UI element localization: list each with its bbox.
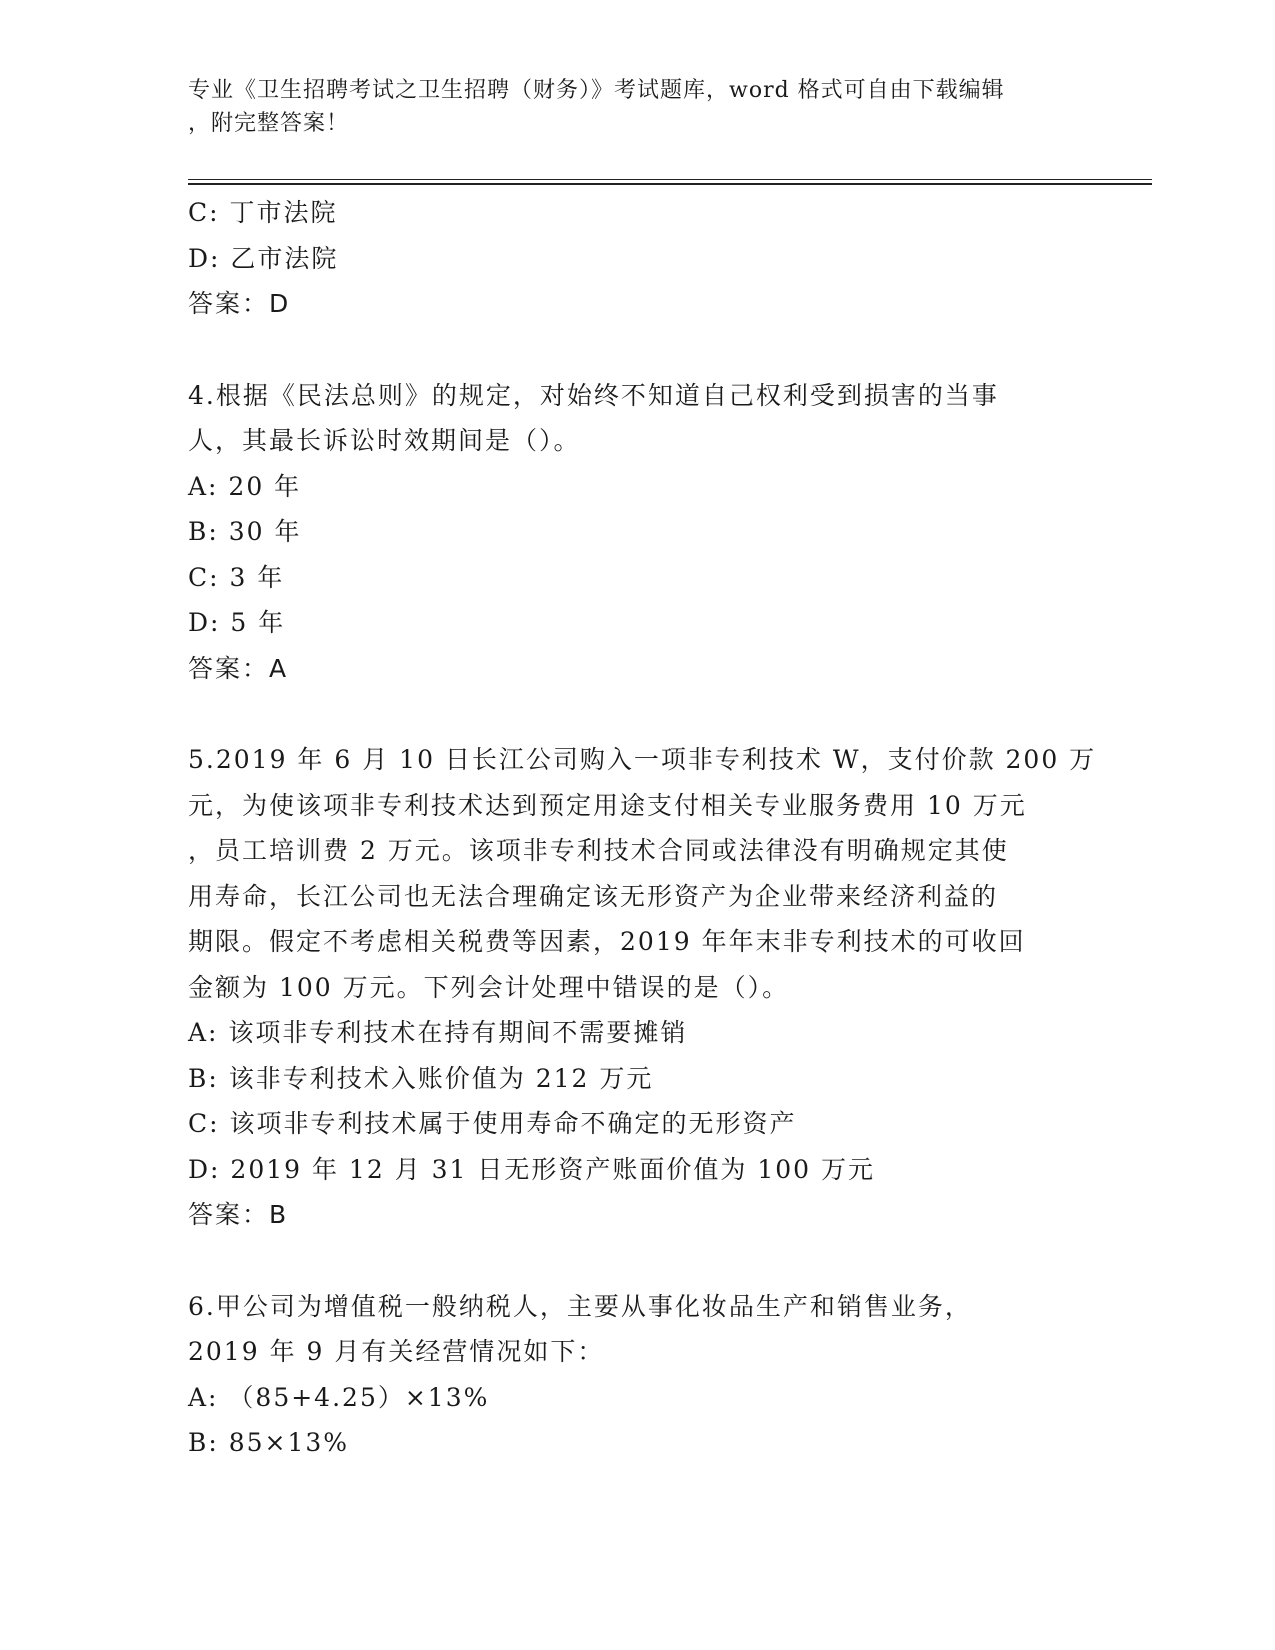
spacer xyxy=(188,327,1068,373)
answer: 答案：B xyxy=(188,1200,289,1229)
header-line: ，附完整答案！ xyxy=(188,111,350,136)
question-stem: 用寿命，长江公司也无法合理确定该无形资产为企业带来经济利益的 xyxy=(188,881,999,911)
option-b: B: 该非专利技术入账价值为 212 万元 xyxy=(188,1063,654,1093)
question-stem: 2019 年 9 月有关经营情况如下： xyxy=(188,1337,605,1366)
spacer xyxy=(188,1238,1068,1284)
question-stem: 元，为使该项非专利技术达到预定用途支付相关专业服务费用 10 万元 xyxy=(188,790,1027,820)
question-stem: ，员工培训费 2 万元。该项非专利技术合同或法律没有明确规定其使 xyxy=(188,836,1009,865)
question-stem: 4.根据《民法总则》的规定，对始终不知道自己权利受到损害的当事 xyxy=(188,380,999,410)
document-body xyxy=(188,190,1097,1466)
option-c: C: 丁市法院 xyxy=(188,198,338,227)
option-b: B: 85×13% xyxy=(188,1428,350,1457)
question-stem: 6.甲公司为增值税一般纳税人，主要从事化妆品生产和销售业务， xyxy=(188,1291,972,1321)
option-d: D: 5 年 xyxy=(188,608,286,637)
header-divider xyxy=(188,179,1152,180)
option-c: C: 该项非专利技术属于使用寿命不确定的无形资产 xyxy=(188,1109,797,1138)
option-d: D: 乙市法院 xyxy=(188,243,339,273)
question-stem: 金额为 100 万元。下列会计处理中错误的是（）。 xyxy=(188,972,790,1002)
option-a: A: 20 年 xyxy=(188,471,302,501)
option-a: A: （85+4.25）×13% xyxy=(188,1382,490,1412)
question-stem: 人，其最长诉讼时效期间是（）。 xyxy=(188,426,581,455)
header-divider xyxy=(188,183,1152,185)
option-d: D: 2019 年 12 月 31 日无形资产账面价值为 100 万元 xyxy=(188,1154,876,1184)
question-6 xyxy=(188,1284,1068,1466)
question-3 xyxy=(188,190,1068,327)
option-b: B: 30 年 xyxy=(188,517,302,546)
answer: 答案：A xyxy=(188,653,289,683)
option-c: C: 3 年 xyxy=(188,562,285,592)
question-stem: 5.2019 年 6 月 10 日长江公司购入一项非专利技术 W，支付价款 200 万 xyxy=(188,745,1097,774)
spacer xyxy=(188,691,1068,737)
document-header xyxy=(188,74,1068,140)
option-a: A: 该项非专利技术在持有期间不需要摊销 xyxy=(188,1018,688,1047)
question-stem: 期限。假定不考虑相关税费等因素，2019 年年末非专利技术的可收回 xyxy=(188,927,1026,956)
answer: 答案：D xyxy=(188,289,291,318)
question-4 xyxy=(188,373,1068,692)
question-5 xyxy=(188,737,1097,1238)
header-line: 专业《卫生招聘考试之卫生招聘（财务）》考试题库，word 格式可自由下载编辑 xyxy=(188,78,1005,103)
